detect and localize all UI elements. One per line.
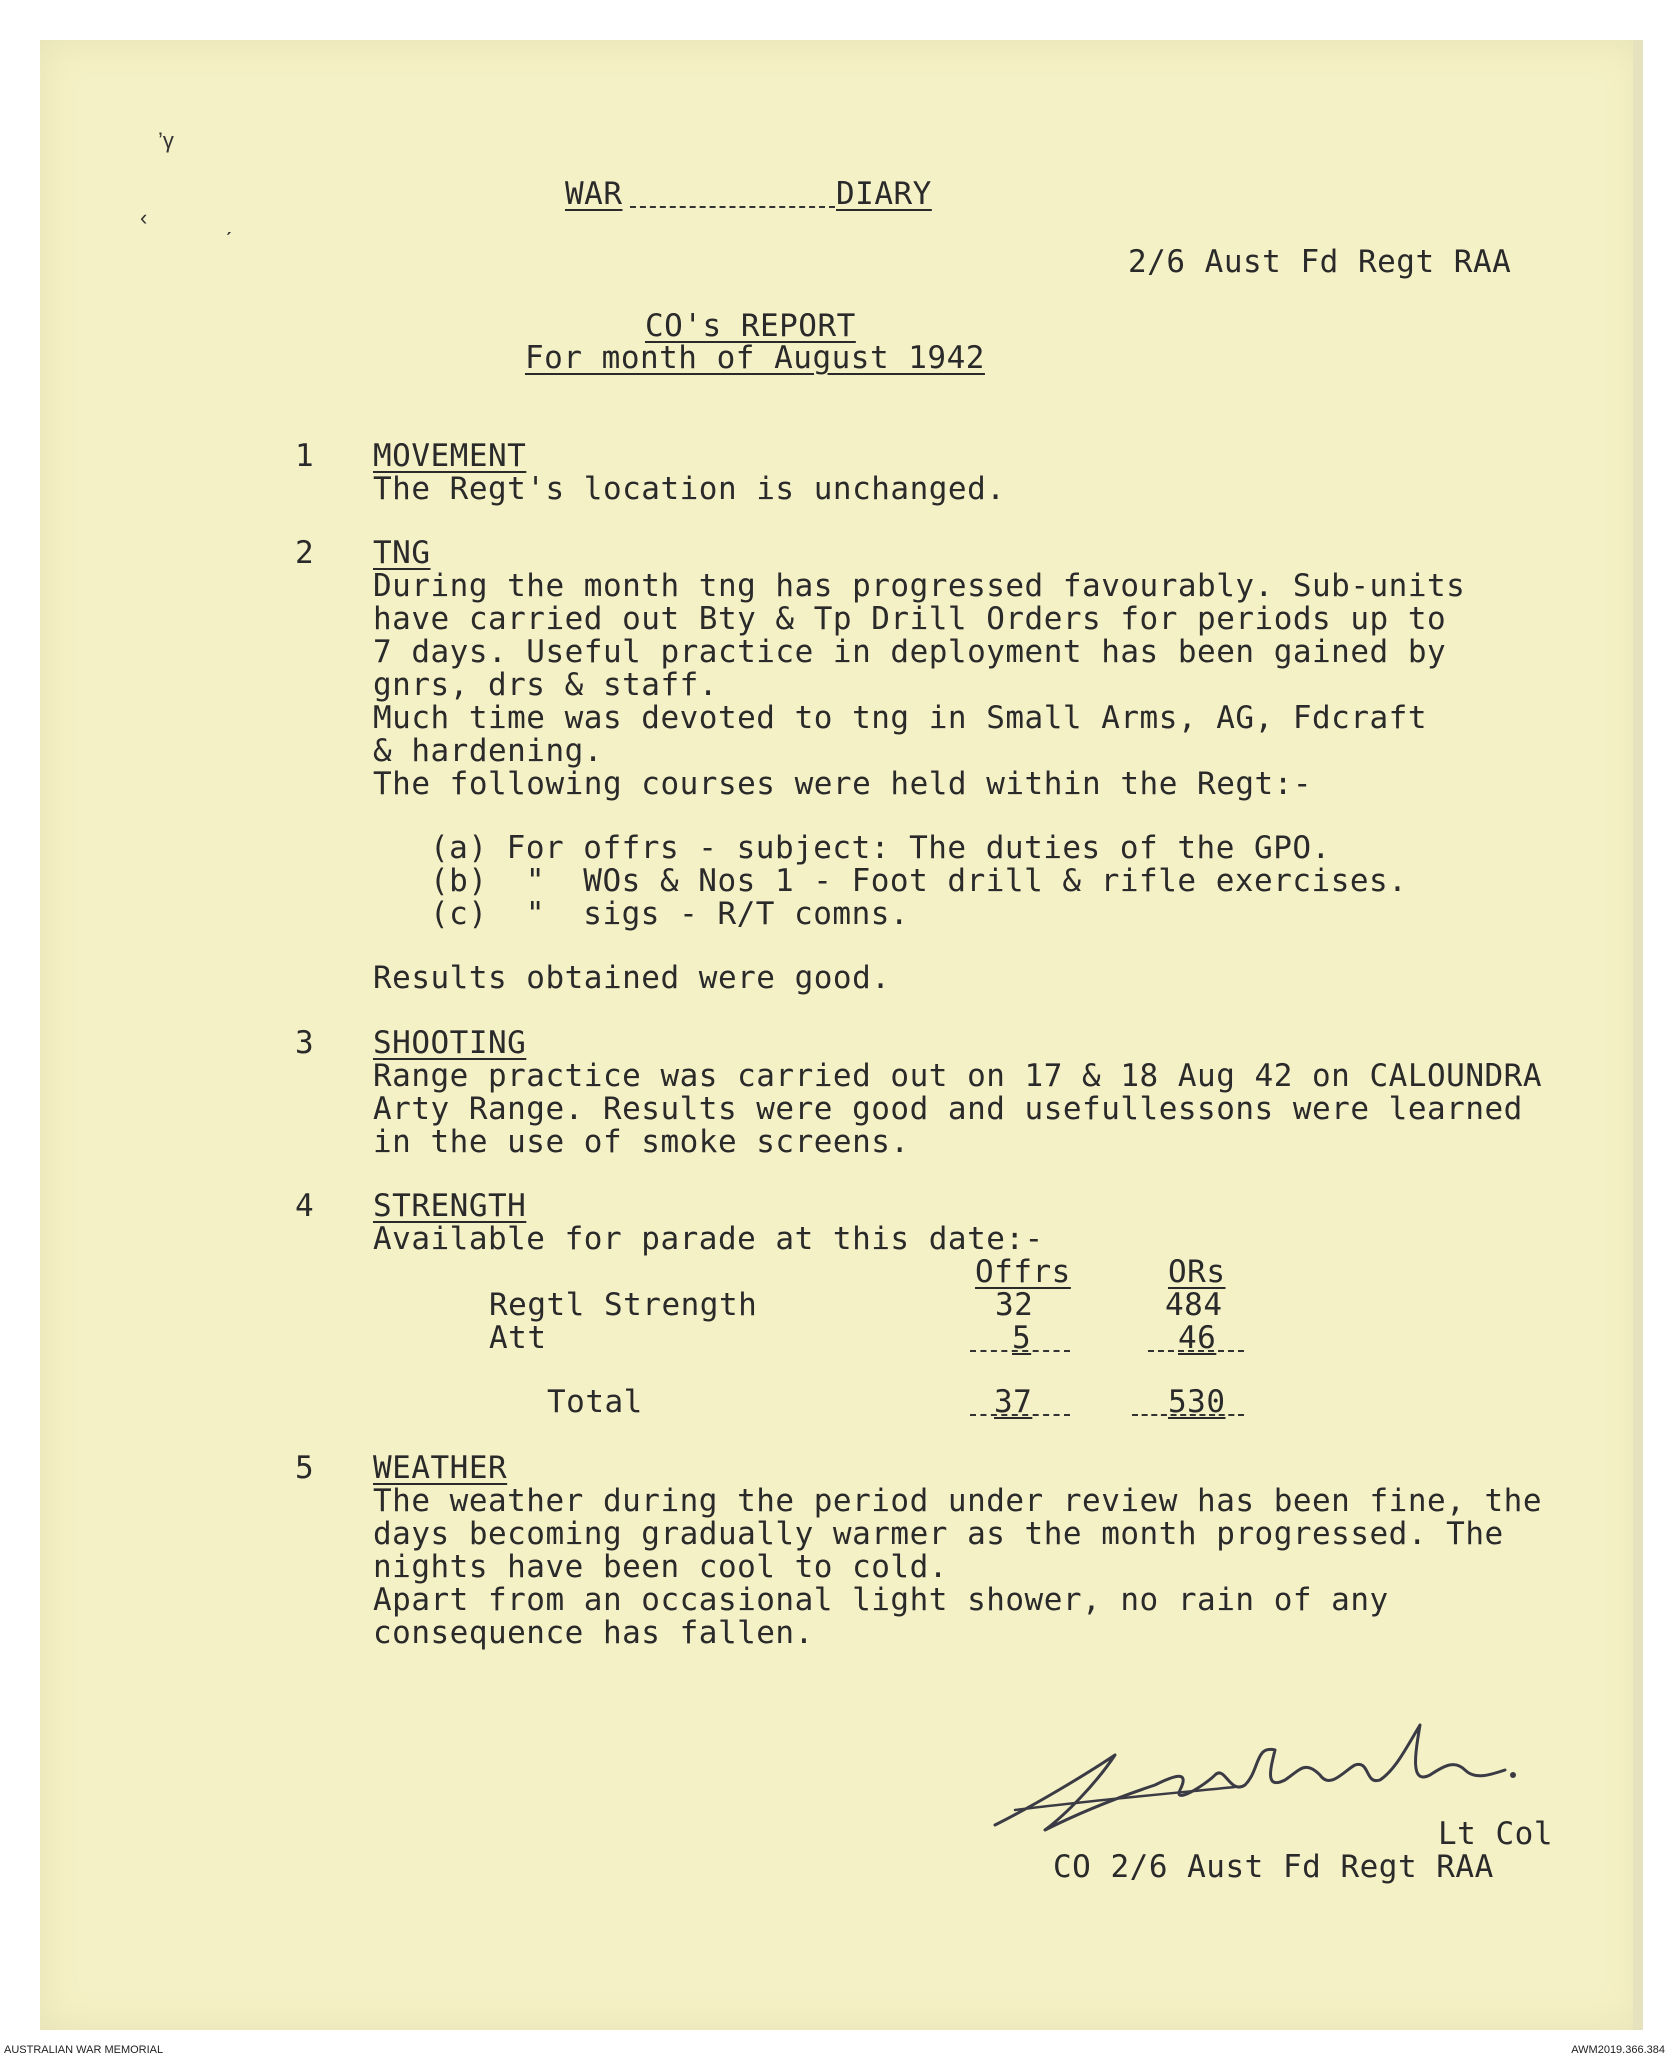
section-heading: WEATHER [373, 1450, 508, 1486]
report-period: For month of August 1942 [525, 340, 985, 376]
stray-mark: ‹ [140, 205, 148, 230]
title-separator [630, 206, 835, 208]
body-line: Apart from an occasional light shower, no rain of any [373, 1582, 1389, 1618]
body-line: Range practice was carried out on 17 & 18 Aug 42 on CALOUNDRA [373, 1058, 1542, 1094]
section-heading: SHOOTING [373, 1025, 527, 1061]
title-war: WAR [565, 176, 623, 212]
table-cell-ors: 484 [1165, 1287, 1223, 1323]
section-heading: MOVEMENT [373, 438, 527, 474]
stray-mark: ˊ [225, 228, 233, 253]
page-edge [1633, 40, 1643, 2030]
section-heading: TNG [373, 535, 431, 571]
unit-designation: 2/6 Aust Fd Regt RAA [1128, 244, 1512, 280]
body-line: consequence has fallen. [373, 1615, 814, 1651]
body-line: The Regt's location is unchanged. [373, 471, 1006, 507]
course-item: (c) " sigs - R/T comns. [430, 896, 910, 932]
body-line: nights have been cool to cold. [373, 1549, 948, 1585]
stray-mark: ’γ [158, 128, 174, 153]
sum-line [970, 1350, 1070, 1352]
body-line: Available for parade at this date:- [373, 1221, 1044, 1257]
total-line [1132, 1414, 1244, 1416]
section-number: 3 [295, 1025, 315, 1061]
body-line: in the use of smoke screens. [373, 1124, 910, 1160]
report-title: CO's REPORT [645, 308, 856, 344]
archive-footer-left: AUSTRALIAN WAR MEMORIAL [4, 2044, 164, 2056]
total-line [970, 1414, 1070, 1416]
title-diary: DIARY [836, 176, 932, 212]
body-line: Arty Range. Results were good and usefullessons were learned [373, 1091, 1523, 1127]
body-line: 7 days. Useful practice in deployment has been gained by [373, 634, 1447, 670]
body-line: During the month tng has progressed favourably. Sub-units [373, 568, 1466, 604]
body-line: & hardening. [373, 733, 603, 769]
table-cell-offrs: 32 [995, 1287, 1034, 1323]
signature-appointment: CO 2/6 Aust Fd Regt RAA [1053, 1849, 1494, 1885]
section-number: 2 [295, 535, 315, 571]
table-row-label: Regtl Strength [489, 1287, 758, 1323]
body-line: The weather during the period under review has been fine, the [373, 1483, 1542, 1519]
table-total-label: Total [547, 1384, 643, 1420]
table-header-ors: ORs [1168, 1254, 1226, 1290]
body-line: The following courses were held within the Regt:- [373, 766, 1313, 802]
sum-line [1148, 1350, 1244, 1352]
body-line: Much time was devoted to tng in Small Arms, AG, Fdcraft [373, 700, 1427, 736]
table-total-offrs: 37 [994, 1384, 1033, 1420]
table-cell-offrs: 5 [1012, 1320, 1032, 1356]
signature-rank: Lt Col [1438, 1816, 1553, 1852]
body-line: have carried out Bty & Tp Drill Orders for periods up to [373, 601, 1447, 637]
section-heading: STRENGTH [373, 1188, 527, 1224]
table-row-label: Att [489, 1320, 547, 1356]
table-total-ors: 530 [1168, 1384, 1226, 1420]
body-line: gnrs, drs & staff. [373, 667, 718, 703]
section-number: 1 [295, 438, 315, 474]
section-number: 4 [295, 1188, 315, 1224]
course-item: (a) For offrs - subject: The duties of the GPO. [430, 830, 1331, 866]
section-number: 5 [295, 1450, 315, 1486]
body-line: Results obtained were good. [373, 960, 891, 996]
table-header-offrs: Offrs [975, 1254, 1071, 1290]
course-item: (b) " WOs & Nos 1 - Foot drill & rifle exercises. [430, 863, 1408, 899]
archive-footer-right: AWM2019.366.384 [1571, 2044, 1665, 2056]
body-line: days becoming gradually warmer as the month progressed. The [373, 1516, 1504, 1552]
table-cell-ors: 46 [1178, 1320, 1217, 1356]
